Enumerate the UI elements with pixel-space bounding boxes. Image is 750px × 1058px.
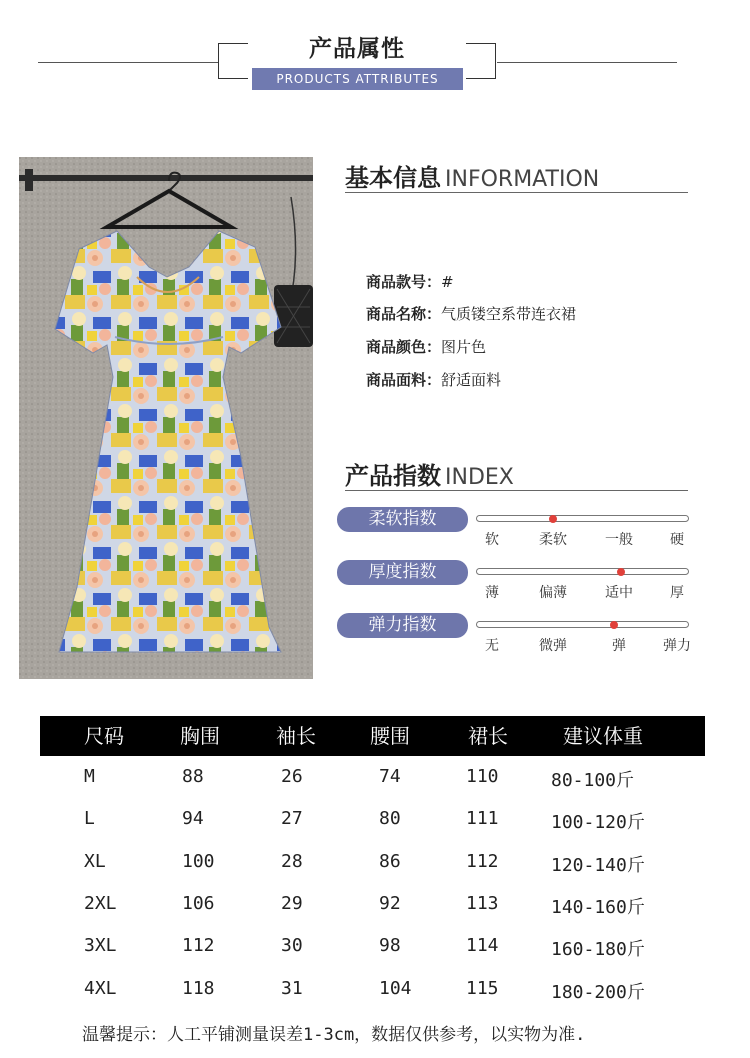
info-value: 舒适面料: [441, 371, 502, 389]
size-table-cell: 140-160斤: [551, 896, 645, 918]
size-table-cell: 26: [281, 766, 303, 787]
size-table-size-cell: M: [84, 766, 95, 787]
size-table-cell: 74: [379, 766, 401, 787]
info-row-name: [366, 303, 576, 324]
index-scale-label: 一般: [605, 532, 633, 548]
info-row-style-no: [366, 271, 454, 292]
index-rule: [345, 490, 688, 491]
index-track: [476, 621, 689, 628]
size-table-header-cell: 袖长: [276, 724, 316, 748]
index-level-dot: [617, 568, 625, 576]
index-scale-label: 弹: [612, 638, 626, 654]
size-table-cell: 80: [379, 808, 401, 830]
information-title: [345, 158, 599, 193]
size-table-header-cell: 裙长: [468, 724, 508, 748]
size-table-cell: 112: [466, 850, 499, 872]
index-level-dot: [549, 515, 557, 523]
size-table-cell: 120-140斤: [551, 854, 645, 876]
info-key: 商品名称：: [366, 305, 442, 323]
index-scale-label: 微弹: [539, 638, 567, 654]
info-value: 图片色: [441, 338, 487, 356]
page-title: 产品属性: [250, 30, 464, 63]
size-table-cell: 110: [466, 766, 499, 787]
page-subtitle: PRODUCTS ATTRIBUTES: [252, 68, 463, 90]
info-value: #: [441, 273, 454, 291]
size-table-size-cell: 3XL: [84, 935, 117, 957]
index-scale-label: 偏薄: [539, 585, 567, 601]
size-table-cell: 80-100斤: [551, 770, 635, 791]
header-bracket-right: [466, 43, 496, 79]
size-table-cell: 112: [182, 935, 215, 957]
size-table-cell: 92: [379, 892, 401, 914]
size-table-cell: 111: [466, 808, 499, 830]
size-table-header-cell: 腰围: [370, 724, 410, 748]
size-table-cell: 160-180斤: [551, 939, 645, 961]
size-table-cell: 28: [281, 850, 303, 872]
index-track: [476, 515, 689, 522]
information-title-cn: 基本信息: [345, 164, 441, 192]
size-table-cell: 94: [182, 808, 204, 830]
size-table-cell: 180-200斤: [551, 981, 645, 1003]
size-table-size-cell: 2XL: [84, 892, 117, 914]
header-bracket-left: [218, 43, 248, 79]
info-row-fabric: [366, 369, 501, 390]
index-scale-label: 薄: [485, 585, 499, 601]
index-scale-label: 弹力: [663, 638, 691, 654]
size-table-cell: 29: [281, 892, 303, 914]
size-table-cell: 86: [379, 850, 401, 872]
size-table-cell: 88: [182, 766, 204, 787]
index-track: [476, 568, 689, 575]
index-scale-label: 硬: [670, 532, 684, 548]
size-table-cell: 100: [182, 850, 215, 872]
size-table-header-cell: 建议体重: [563, 724, 643, 748]
size-table-cell: 118: [182, 977, 215, 999]
info-key: 商品面料：: [366, 371, 442, 389]
size-table-cell: 106: [182, 892, 215, 914]
index-title-en: INDEX: [445, 465, 514, 490]
index-scale-label: 适中: [605, 585, 633, 601]
index-scale-label: 无: [485, 638, 499, 654]
size-table-size-cell: XL: [84, 850, 106, 872]
size-table-cell: 30: [281, 935, 303, 957]
size-table-header-cell: 尺码: [84, 724, 124, 748]
size-table-size-cell: L: [84, 808, 95, 830]
information-title-en: INFORMATION: [445, 167, 600, 192]
size-table-cell: 98: [379, 935, 401, 957]
header-line-right: [497, 62, 677, 63]
index-scale-label: 柔软: [539, 532, 567, 548]
size-table-cell: 113: [466, 892, 499, 914]
size-table-cell: 114: [466, 935, 499, 957]
floral-dress-photo-icon: [19, 157, 313, 679]
index-title-cn: 产品指数: [345, 462, 441, 490]
index-badge: 厚度指数: [337, 560, 468, 585]
info-key: 商品颜色：: [366, 338, 442, 356]
size-table-cell: 104: [379, 977, 412, 999]
info-row-color: [366, 336, 486, 357]
size-table-header-cell: 胸围: [180, 724, 220, 748]
header-line-left: [38, 62, 218, 63]
index-scale-label: 软: [485, 532, 499, 548]
index-badge: 弹力指数: [337, 613, 468, 638]
info-value: 气质镂空系带连衣裙: [441, 305, 577, 323]
size-table-cell: 31: [281, 977, 303, 999]
size-table-cell: 27: [281, 808, 303, 830]
size-table-cell: 115: [466, 977, 499, 999]
index-scale-label: 厚: [670, 585, 684, 601]
index-title: [345, 456, 514, 491]
size-table-size-cell: 4XL: [84, 977, 117, 999]
information-rule: [345, 192, 688, 193]
index-badge: 柔软指数: [337, 507, 468, 532]
product-photo: [19, 157, 313, 679]
size-note: 温馨提示：人工平铺测量误差1-3cm，数据仅供参考，以实物为准.: [82, 1025, 586, 1045]
size-table-cell: 100-120斤: [551, 812, 645, 834]
info-key: 商品款号：: [366, 273, 442, 291]
